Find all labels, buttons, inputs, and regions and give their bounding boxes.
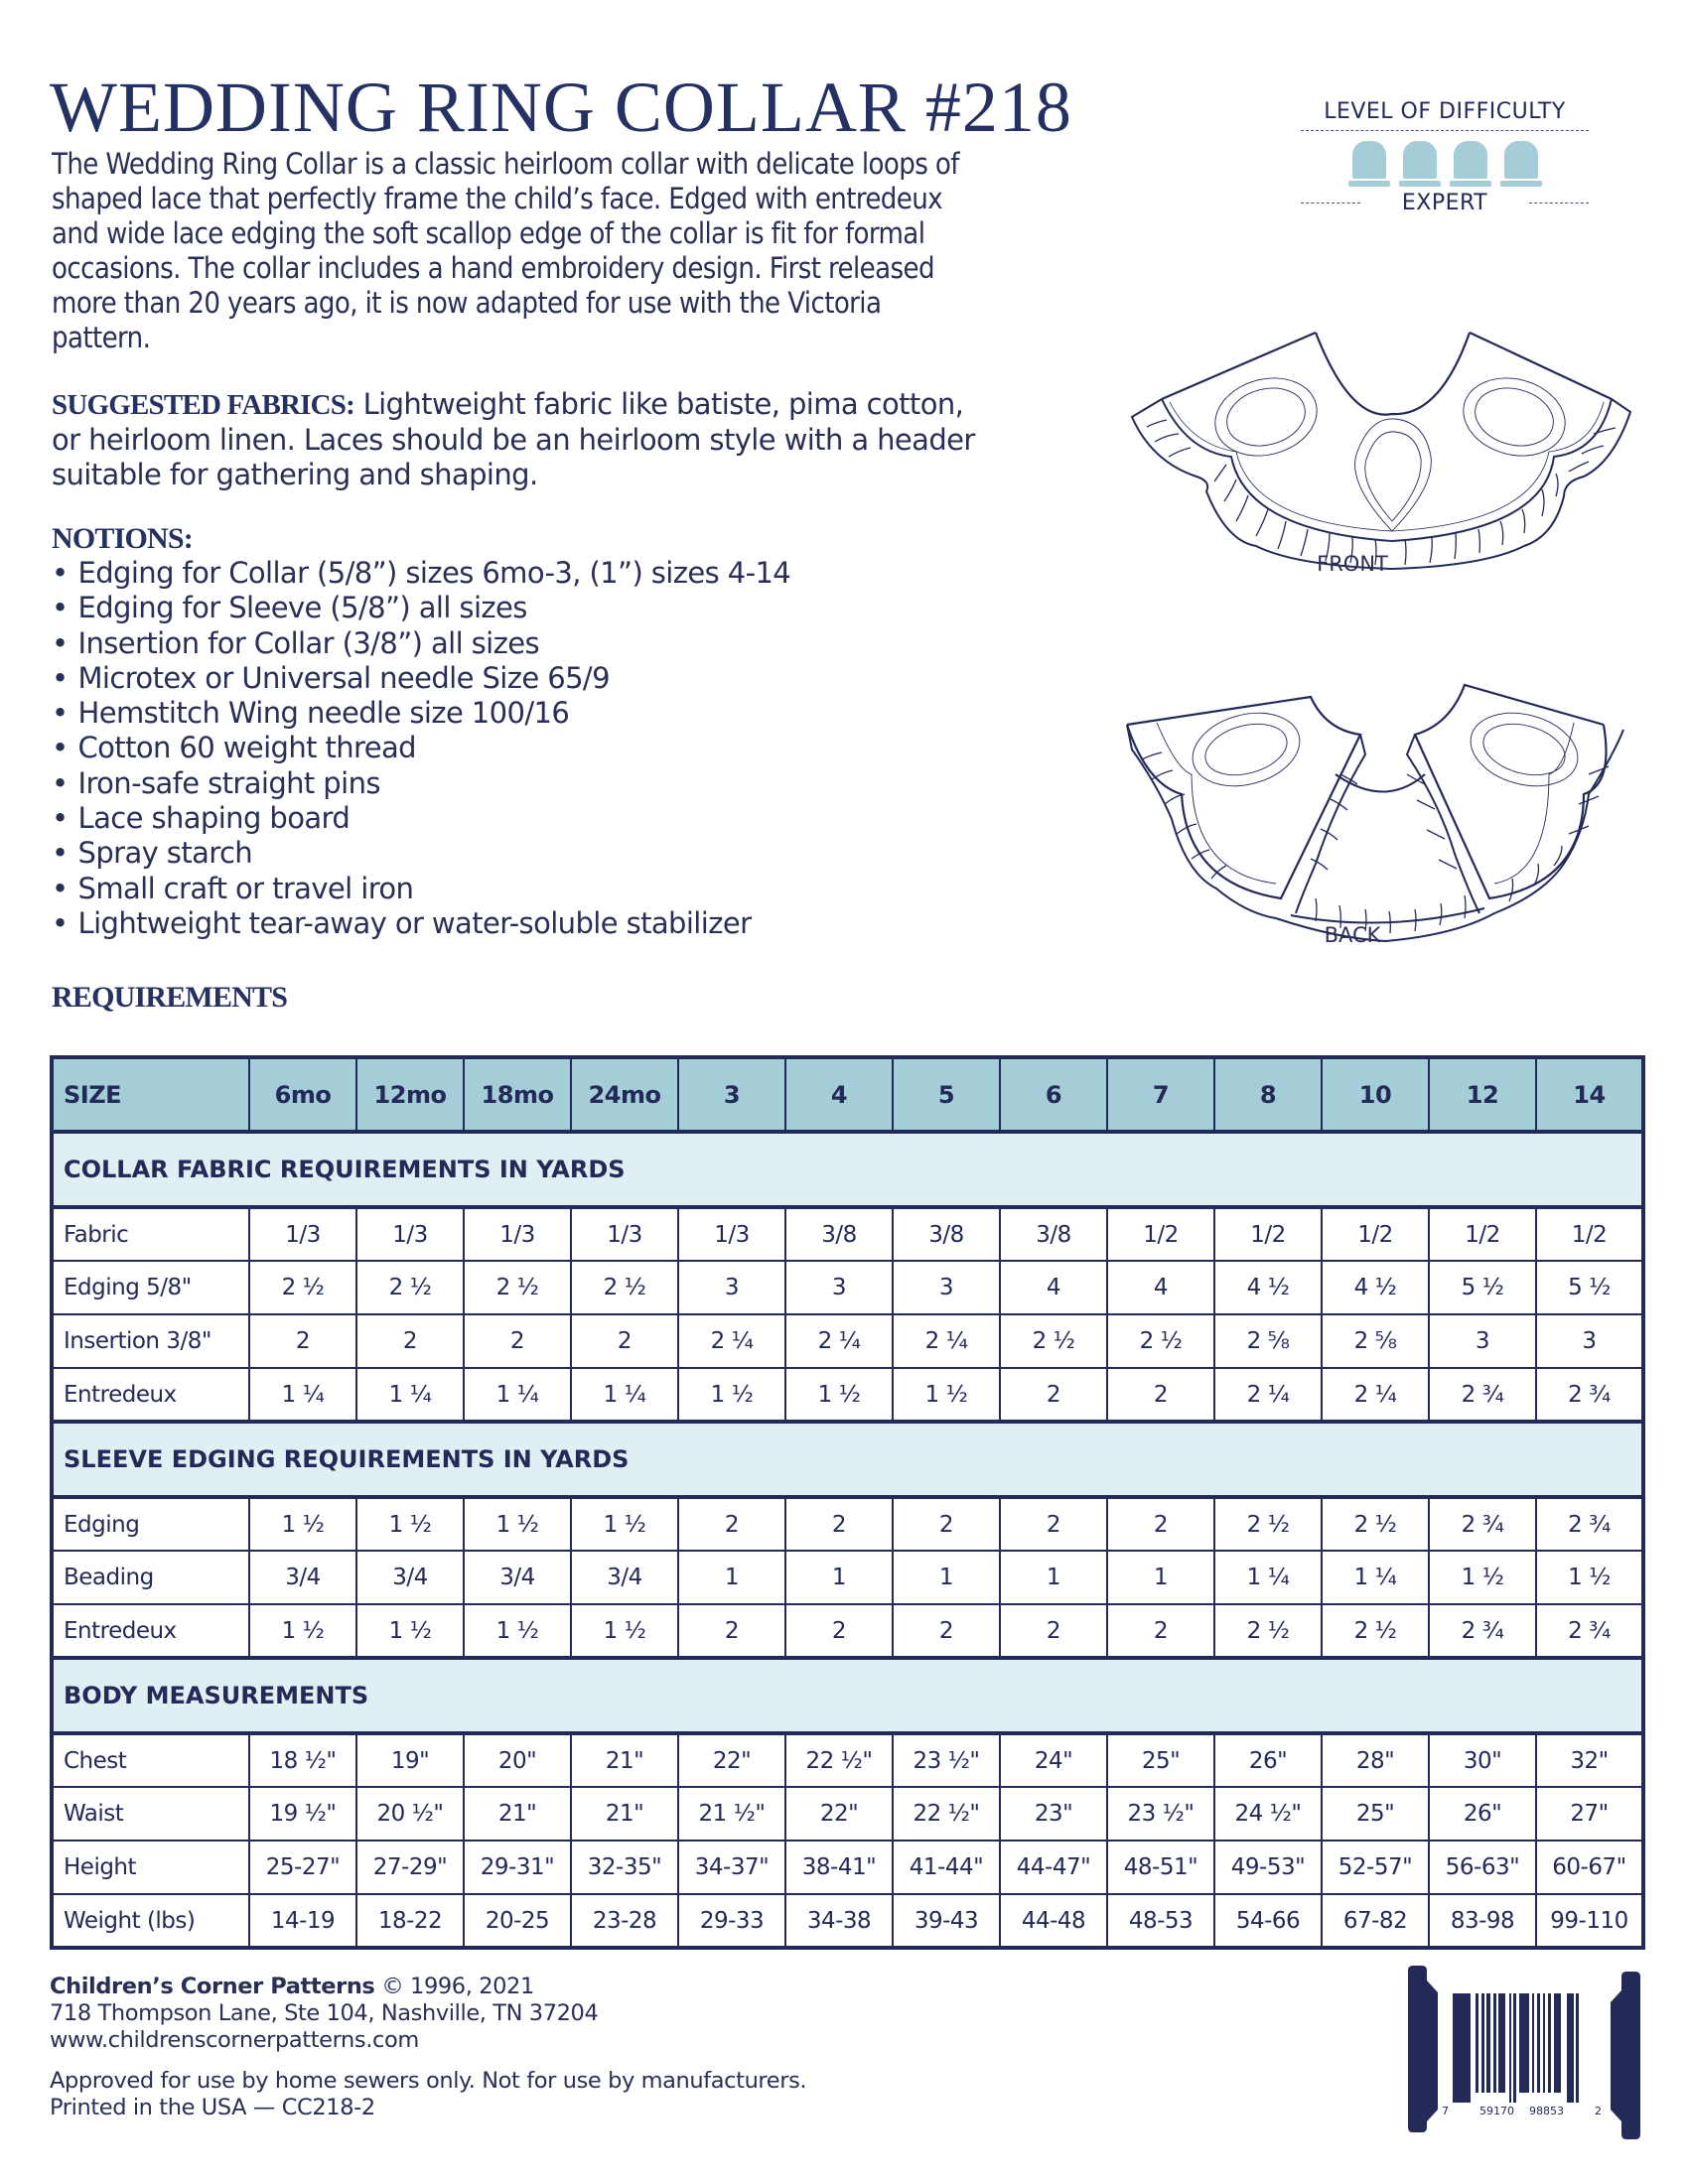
table-cell: 26" [1429, 1787, 1536, 1841]
table-cell: 1 [893, 1551, 1000, 1604]
notion-item: • Microtex or Universal needle Size 65/9 [52, 661, 790, 696]
section-row [52, 1422, 1643, 1497]
table-cell: 1/2 [1429, 1207, 1536, 1261]
table-cell: 4 [1107, 1261, 1214, 1314]
table-cell: 2 ¼ [1214, 1368, 1322, 1422]
table-cell: 24" [1000, 1733, 1107, 1787]
table-cell: 19 ½" [249, 1787, 356, 1841]
table-cell: 2 ½ [571, 1261, 678, 1314]
table-cell: 1 ½ [571, 1497, 678, 1551]
barcode-digit-left: 7 [1442, 2105, 1449, 2117]
table-cell: 2 ½ [356, 1261, 464, 1314]
publisher-name: Children’s Corner Patterns [50, 1974, 375, 1999]
table-cell: 2 [356, 1314, 464, 1368]
table-cell: 1 ½ [249, 1497, 356, 1551]
thimble-icon [1500, 141, 1542, 187]
table-cell: 2 ½ [249, 1261, 356, 1314]
table-cell: 38-41" [785, 1841, 893, 1894]
table-cell: 22 ½" [785, 1733, 893, 1787]
section-title: COLLAR FABRIC REQUIREMENTS IN YARDS [52, 1132, 1643, 1207]
table-cell: 1 [678, 1551, 785, 1604]
table-cell: 2 ¾ [1429, 1497, 1536, 1551]
table-cell: 22" [785, 1787, 893, 1841]
section-title: SLEEVE EDGING REQUIREMENTS IN YARDS [52, 1422, 1643, 1497]
notion-item: • Cotton 60 weight thread [52, 731, 790, 765]
table-cell: 1 ½ [785, 1368, 893, 1422]
table-cell: 3/4 [571, 1551, 678, 1604]
row-label: Waist [52, 1787, 249, 1841]
table-cell: 23 ½" [893, 1733, 1000, 1787]
size-col: 18mo [464, 1057, 571, 1132]
size-col: 14 [1536, 1057, 1643, 1132]
table-cell: 48-53 [1107, 1894, 1214, 1948]
table-cell: 2 [1000, 1368, 1107, 1422]
table-cell: 18-22 [356, 1894, 464, 1948]
table-cell: 26" [1214, 1733, 1322, 1787]
barcode-digit-right: 2 [1595, 2105, 1602, 2117]
table-cell: 1 ¼ [249, 1368, 356, 1422]
thimble-rating [1301, 141, 1589, 187]
table-cell: 1 ¼ [464, 1368, 571, 1422]
table-cell: 44-48 [1000, 1894, 1107, 1948]
row-label: Beading [52, 1551, 249, 1604]
table-cell: 3 [785, 1261, 893, 1314]
table-cell: 22" [678, 1733, 785, 1787]
table-row [52, 1261, 1643, 1314]
table-cell: 1 ½ [464, 1497, 571, 1551]
notion-item: • Spray starch [52, 836, 790, 871]
row-label: Chest [52, 1733, 249, 1787]
notion-item: • Lightweight tear-away or water-soluble stabilizer [52, 906, 790, 941]
size-col: 5 [893, 1057, 1000, 1132]
table-cell: 2 ½ [1214, 1604, 1322, 1658]
table-cell: 5 ½ [1536, 1261, 1643, 1314]
table-cell: 27-29" [356, 1841, 464, 1894]
table-row [52, 1551, 1643, 1604]
print-info: Printed in the USA — CC218-2 [50, 2095, 375, 2120]
table-cell: 83-98 [1429, 1894, 1536, 1948]
thimble-icon [1399, 141, 1441, 187]
section-row [52, 1658, 1643, 1733]
table-cell: 2 ½ [464, 1261, 571, 1314]
table-cell: 30" [1429, 1733, 1536, 1787]
table-cell: 1 [1000, 1551, 1107, 1604]
table-cell: 3/8 [785, 1207, 893, 1261]
table-cell: 2 [785, 1604, 893, 1658]
dashed-divider [1529, 203, 1589, 204]
table-cell: 27" [1536, 1787, 1643, 1841]
suggested-fabrics-text: Lightweight fabric like batiste, pima cotton, or heirloom linen. Laces should be an heirloom style with a header suitable for gathering and shaping. [52, 387, 975, 491]
requirements-heading: REQUIREMENTS [52, 981, 288, 1014]
notion-item: • Hemstitch Wing needle size 100/16 [52, 696, 790, 731]
table-cell: 2 ⅝ [1214, 1314, 1322, 1368]
collar-back-illustration [1097, 675, 1633, 948]
table-cell: 44-47" [1000, 1841, 1107, 1894]
size-col: 4 [785, 1057, 893, 1132]
publisher-address: 718 Thompson Lane, Ste 104, Nashville, TN 37204 [50, 2000, 599, 2026]
copyright: © 1996, 2021 [374, 1974, 534, 1999]
table-cell: 29-31" [464, 1841, 571, 1894]
size-col: 12mo [356, 1057, 464, 1132]
table-cell: 1 ½ [1536, 1551, 1643, 1604]
table-cell: 2 ½ [1107, 1314, 1214, 1368]
table-cell: 1 ½ [249, 1604, 356, 1658]
size-col: 7 [1107, 1057, 1214, 1132]
notion-item: • Insertion for Collar (3/8”) all sizes [52, 626, 790, 661]
barcode-digits-group2: 98853 [1529, 2105, 1564, 2117]
row-label: Weight (lbs) [52, 1894, 249, 1948]
table-cell: 2 [678, 1497, 785, 1551]
table-cell: 22 ½" [893, 1787, 1000, 1841]
thimble-icon [1450, 141, 1491, 187]
difficulty-level: EXPERT [1401, 191, 1488, 215]
table-cell: 1 [785, 1551, 893, 1604]
table-cell: 21 ½" [678, 1787, 785, 1841]
table-cell: 54-66 [1214, 1894, 1322, 1948]
table-cell: 18 ½" [249, 1733, 356, 1787]
table-cell: 3/4 [356, 1551, 464, 1604]
table-cell: 1 ½ [1429, 1551, 1536, 1604]
barcode-digits-group1: 59170 [1479, 2105, 1514, 2117]
table-row [52, 1733, 1643, 1787]
table-cell: 3 [678, 1261, 785, 1314]
table-cell: 21" [571, 1787, 678, 1841]
publisher-footer [50, 1974, 806, 2121]
table-cell: 2 ¾ [1536, 1368, 1643, 1422]
table-cell: 3 [893, 1261, 1000, 1314]
size-header: SIZE [52, 1057, 249, 1132]
table-cell: 3 [1536, 1314, 1643, 1368]
table-cell: 2 ¼ [785, 1314, 893, 1368]
table-row [52, 1497, 1643, 1551]
table-cell: 1 ½ [571, 1604, 678, 1658]
requirements-body [52, 1132, 1643, 1948]
row-label: Edging [52, 1497, 249, 1551]
publisher-website: www.childrenscornerpatterns.com [50, 2027, 419, 2053]
table-cell: 52-57" [1322, 1841, 1429, 1894]
table-cell: 2 ½ [1322, 1497, 1429, 1551]
table-cell: 2 [571, 1314, 678, 1368]
table-cell: 48-51" [1107, 1841, 1214, 1894]
table-cell: 2 [785, 1497, 893, 1551]
notion-item: • Small craft or travel iron [52, 872, 790, 906]
table-row [52, 1841, 1643, 1894]
table-cell: 1 ¼ [1322, 1551, 1429, 1604]
table-row [52, 1368, 1643, 1422]
table-cell: 1 ½ [893, 1368, 1000, 1422]
section-row [52, 1132, 1643, 1207]
table-cell: 1/2 [1322, 1207, 1429, 1261]
table-cell: 34-38 [785, 1894, 893, 1948]
table-cell: 25" [1107, 1733, 1214, 1787]
table-cell: 1/3 [678, 1207, 785, 1261]
size-col: 10 [1322, 1057, 1429, 1132]
table-row [52, 1207, 1643, 1261]
table-cell: 4 [1000, 1261, 1107, 1314]
table-cell: 2 ¾ [1536, 1497, 1643, 1551]
table-cell: 28" [1322, 1733, 1429, 1787]
pattern-title: WEDDING RING COLLAR #218 [50, 68, 1072, 147]
size-col: 12 [1429, 1057, 1536, 1132]
row-label: Height [52, 1841, 249, 1894]
table-cell: 3/8 [893, 1207, 1000, 1261]
table-row [52, 1314, 1643, 1368]
table-cell: 2 ¾ [1536, 1604, 1643, 1658]
table-cell: 1/2 [1107, 1207, 1214, 1261]
table-cell: 14-19 [249, 1894, 356, 1948]
row-label: Fabric [52, 1207, 249, 1261]
row-label: Edging 5/8" [52, 1261, 249, 1314]
table-cell: 2 [1000, 1604, 1107, 1658]
table-cell: 2 ⅝ [1322, 1314, 1429, 1368]
size-col: 24mo [571, 1057, 678, 1132]
table-cell: 2 ½ [1322, 1604, 1429, 1658]
table-cell: 41-44" [893, 1841, 1000, 1894]
table-cell: 4 ½ [1214, 1261, 1322, 1314]
table-cell: 49-53" [1214, 1841, 1322, 1894]
suggested-fabrics-heading: SUGGESTED FABRICS: [52, 389, 354, 421]
table-cell: 2 [1107, 1368, 1214, 1422]
table-cell: 2 [893, 1497, 1000, 1551]
table-cell: 1/3 [464, 1207, 571, 1261]
front-label: FRONT [1317, 552, 1388, 576]
table-cell: 1/2 [1214, 1207, 1322, 1261]
table-cell: 1 ¼ [571, 1368, 678, 1422]
table-cell: 2 ¾ [1429, 1368, 1536, 1422]
table-cell: 2 [893, 1604, 1000, 1658]
table-cell: 2 ¼ [678, 1314, 785, 1368]
table-cell: 29-33 [678, 1894, 785, 1948]
notion-item: • Lace shaping board [52, 801, 790, 836]
back-label: BACK [1324, 923, 1381, 947]
table-cell: 1/3 [571, 1207, 678, 1261]
usage-notice: Approved for use by home sewers only. Not for use by manufacturers. [50, 2068, 807, 2094]
table-cell: 21" [571, 1733, 678, 1787]
dashed-divider [1301, 203, 1360, 204]
table-cell: 25" [1322, 1787, 1429, 1841]
table-cell: 2 [678, 1604, 785, 1658]
size-col: 6 [1000, 1057, 1107, 1132]
table-cell: 19" [356, 1733, 464, 1787]
table-cell: 3/4 [249, 1551, 356, 1604]
table-cell: 2 [249, 1314, 356, 1368]
table-cell: 3 [1429, 1314, 1536, 1368]
table-cell: 4 ½ [1322, 1261, 1429, 1314]
table-row [52, 1604, 1643, 1658]
table-cell: 2 ¼ [893, 1314, 1000, 1368]
difficulty-label: LEVEL OF DIFFICULTY [1301, 99, 1589, 131]
table-cell: 1/3 [249, 1207, 356, 1261]
notion-item: • Edging for Collar (5/8”) sizes 6mo-3, (1”) sizes 4-14 [52, 556, 790, 591]
difficulty-badge [1301, 99, 1589, 215]
size-col: 6mo [249, 1057, 356, 1132]
table-cell: 20" [464, 1733, 571, 1787]
section-title: BODY MEASUREMENTS [52, 1658, 1643, 1733]
row-label: Entredeux [52, 1604, 249, 1658]
table-cell: 1 [1107, 1551, 1214, 1604]
table-cell: 24 ½" [1214, 1787, 1322, 1841]
table-cell: 3/8 [1000, 1207, 1107, 1261]
table-cell: 32-35" [571, 1841, 678, 1894]
table-cell: 99-110 [1536, 1894, 1643, 1948]
notion-item: • Iron-safe straight pins [52, 766, 790, 801]
size-col: 3 [678, 1057, 785, 1132]
table-cell: 3/4 [464, 1551, 571, 1604]
table-cell: 56-63" [1429, 1841, 1536, 1894]
table-row [52, 1787, 1643, 1841]
table-cell: 23 ½" [1107, 1787, 1214, 1841]
table-cell: 21" [464, 1787, 571, 1841]
table-cell: 1 ¼ [356, 1368, 464, 1422]
table-cell: 34-37" [678, 1841, 785, 1894]
table-cell: 2 ¾ [1429, 1604, 1536, 1658]
pattern-description: The Wedding Ring Collar is a classic heirloom collar with delicate loops of shaped lace that perfectly frame the child’s face. Edged with entredeux and wide lace edging the soft scallop edge of the collar is fit for formal occasions. The collar includes a hand embroidery design. First released more than 20 years ago, it is now adapted for use with the Victoria pattern. [52, 147, 959, 354]
notions-heading: NOTIONS: [52, 522, 193, 555]
table-cell: 20 ½" [356, 1787, 464, 1841]
table-cell: 2 [1107, 1604, 1214, 1658]
table-cell: 32" [1536, 1733, 1643, 1787]
table-row [52, 1894, 1643, 1948]
table-cell: 2 ½ [1214, 1497, 1322, 1551]
table-cell: 2 [464, 1314, 571, 1368]
table-cell: 23-28 [571, 1894, 678, 1948]
table-cell: 5 ½ [1429, 1261, 1536, 1314]
table-cell: 2 ½ [1000, 1314, 1107, 1368]
table-cell: 1 ½ [356, 1497, 464, 1551]
notion-item: • Edging for Sleeve (5/8”) all sizes [52, 591, 790, 625]
row-label: Entredeux [52, 1368, 249, 1422]
row-label: Insertion 3/8" [52, 1314, 249, 1368]
table-cell: 1 ½ [464, 1604, 571, 1658]
table-cell: 2 [1000, 1497, 1107, 1551]
table-cell: 2 [1107, 1497, 1214, 1551]
table-cell: 20-25 [464, 1894, 571, 1948]
suggested-fabrics [52, 387, 985, 492]
table-cell: 2 ¼ [1322, 1368, 1429, 1422]
table-cell: 60-67" [1536, 1841, 1643, 1894]
table-cell: 1/3 [356, 1207, 464, 1261]
table-cell: 1 ¼ [1214, 1551, 1322, 1604]
requirements-table [50, 1055, 1645, 1950]
table-cell: 1/2 [1536, 1207, 1643, 1261]
barcode-icon [1400, 1961, 1648, 2139]
table-cell: 23" [1000, 1787, 1107, 1841]
thimble-icon [1348, 141, 1390, 187]
table-cell: 25-27" [249, 1841, 356, 1894]
table-cell: 1 ½ [678, 1368, 785, 1422]
size-header-row [52, 1057, 1643, 1132]
size-col: 8 [1214, 1057, 1322, 1132]
table-cell: 1 ½ [356, 1604, 464, 1658]
collar-front-illustration [1097, 303, 1633, 576]
notions-list [52, 556, 790, 941]
table-cell: 39-43 [893, 1894, 1000, 1948]
table-cell: 67-82 [1322, 1894, 1429, 1948]
